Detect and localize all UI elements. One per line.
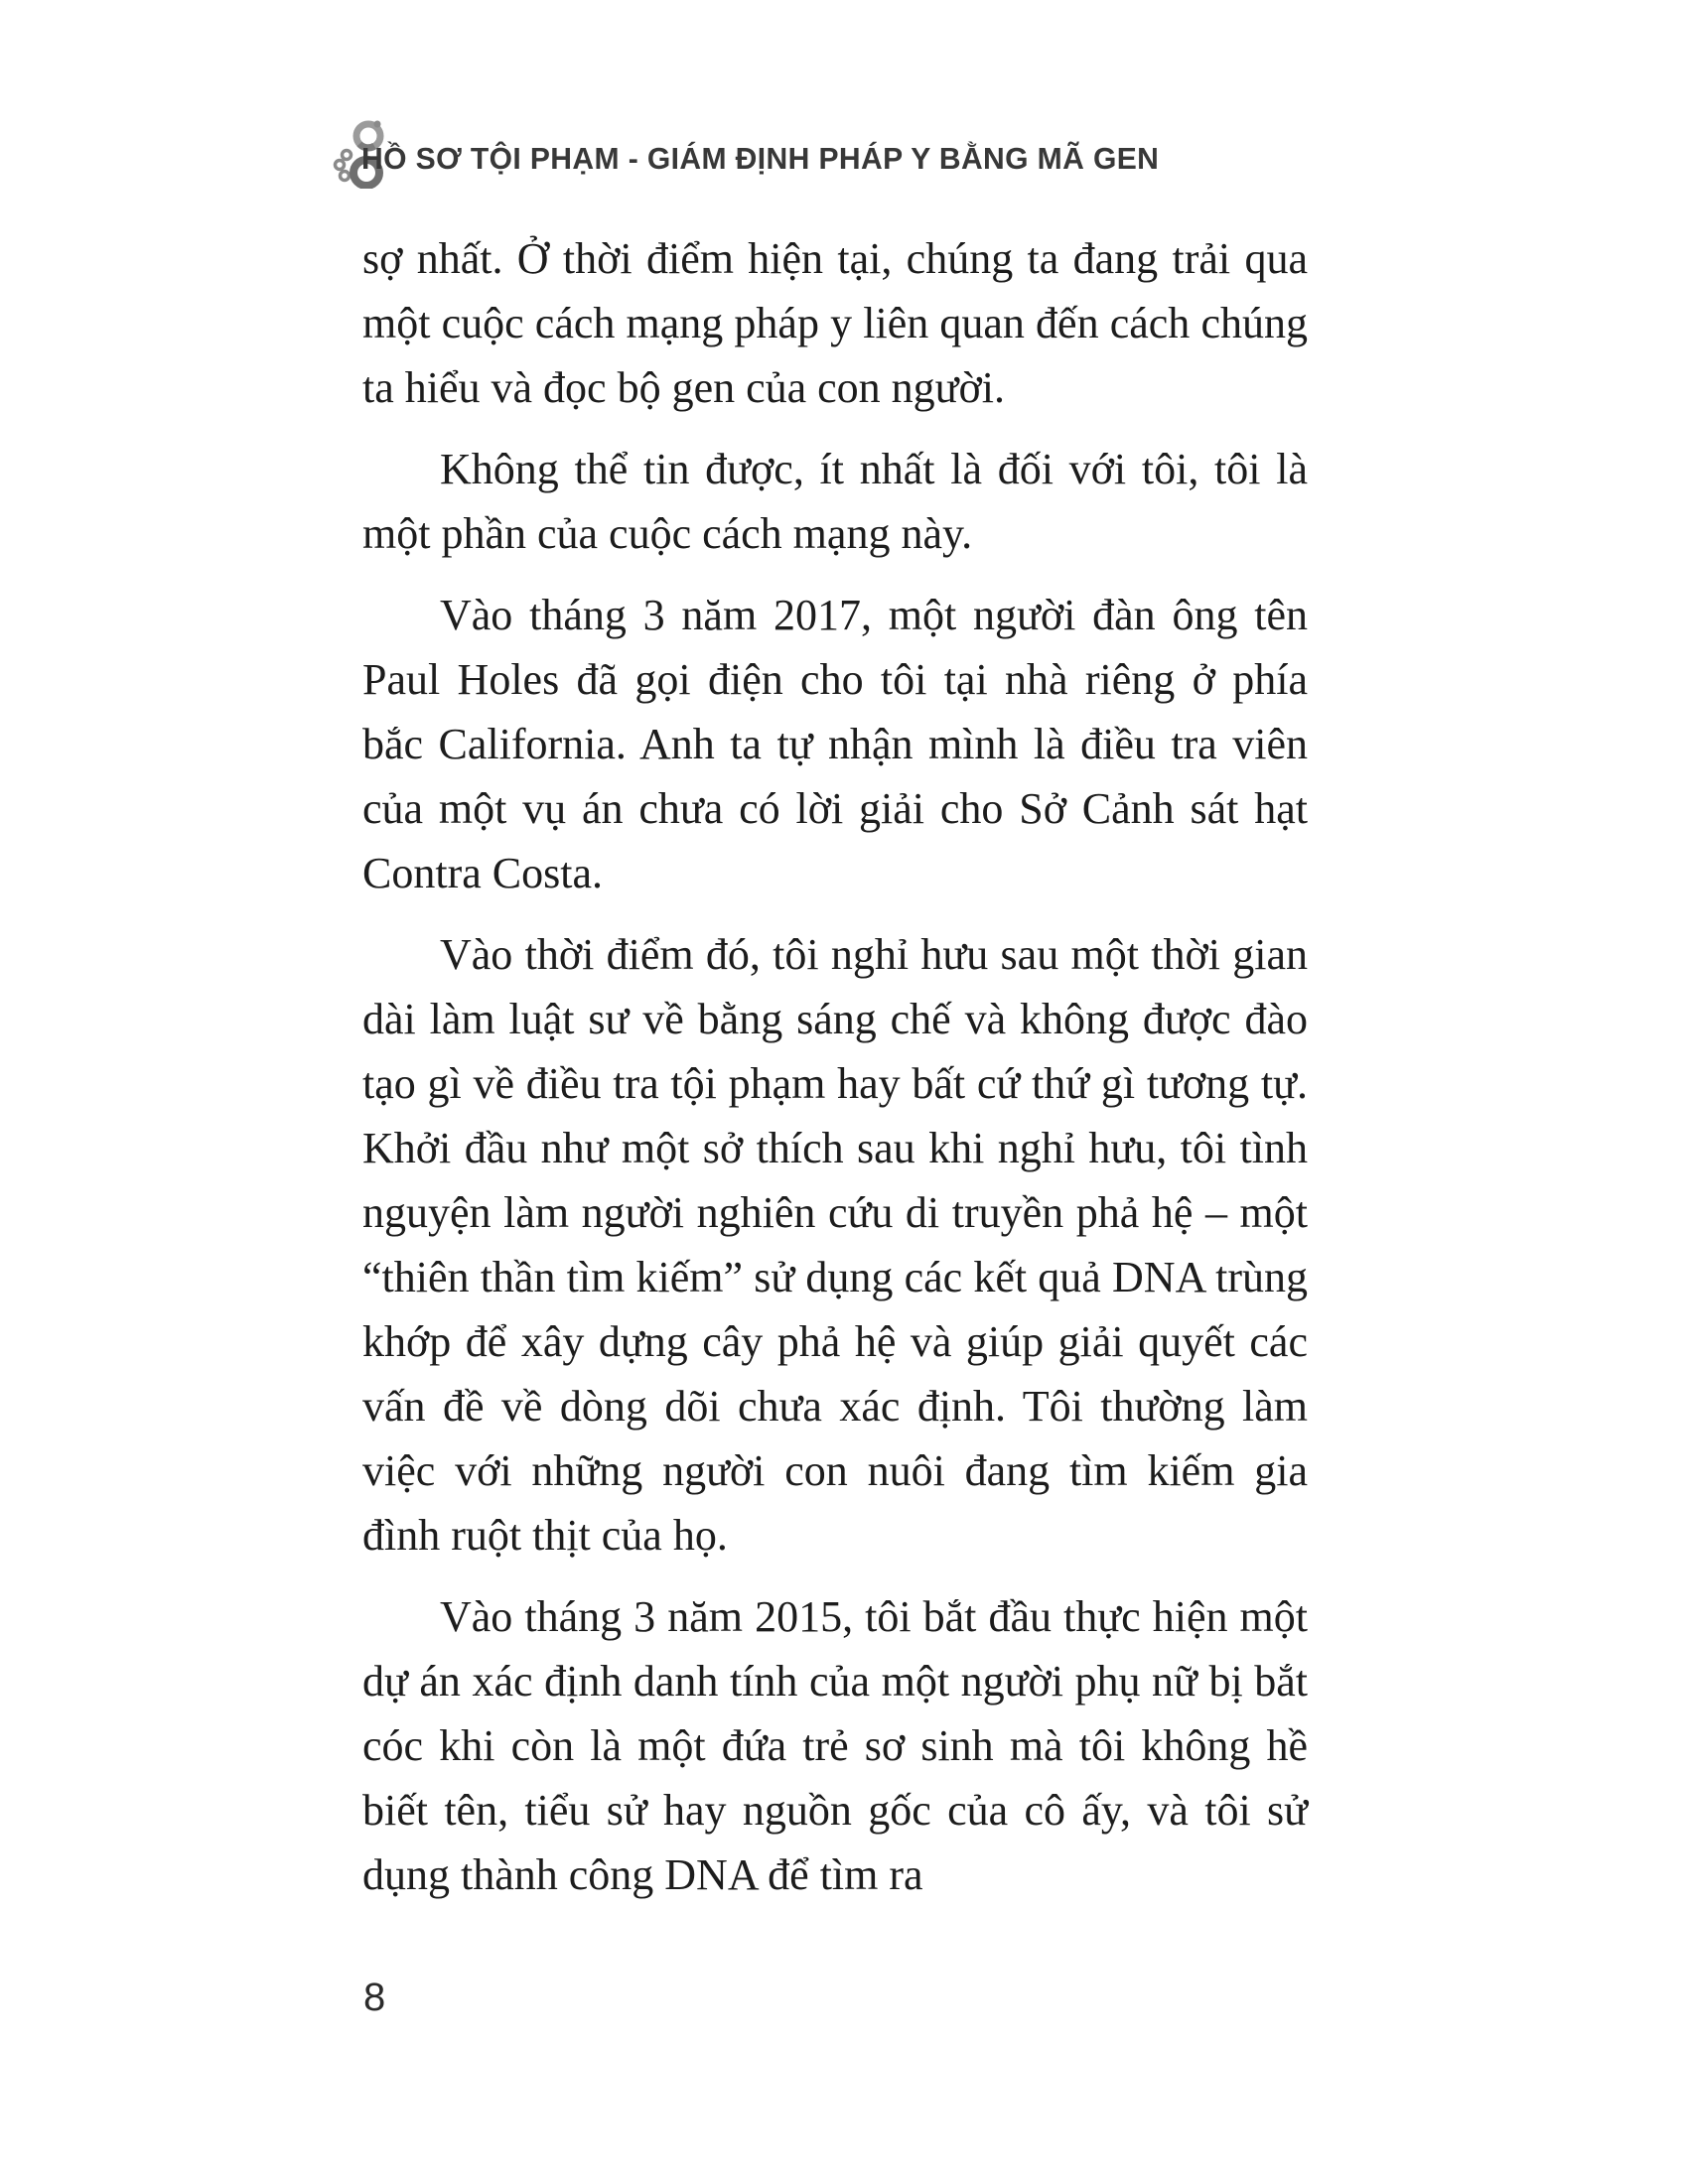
paragraph: Vào thời điểm đó, tôi nghỉ hưu sau một thời gian dài làm luật sư về bằng sáng chế và không được đào tạo gì về điều tra tội phạm hay bất cứ thứ gì tương tự. Khởi đầu như một sở thích sau khi nghỉ hưu, tôi tình nguyện làm người nghiên cứu di truyền phả hệ – một “thiên thần tìm kiếm” sử dụng các kết quả DNA trùng khớp để xây dựng cây phả hệ và giúp giải quyết các vấn đề về dòng dõi chưa xác định. Tôi thường làm việc với những người con nuôi đang tìm kiếm gia đình ruột thịt của họ.: [362, 930, 1308, 1560]
body-text: [362, 226, 1308, 1907]
running-header-title: HỒ SƠ TỘI PHẠM - GIÁM ĐỊNH PHÁP Y BẰNG MÃ GEN: [361, 141, 1160, 176]
paragraph: sợ nhất. Ở thời điểm hiện tại, chúng ta đang trải qua một cuộc cách mạng pháp y liên quan đến cách chúng ta hiểu và đọc bộ gen của con người.: [362, 234, 1308, 412]
paragraph: Vào tháng 3 năm 2015, tôi bắt đầu thực hiện một dự án xác định danh tính của một người phụ nữ bị bắt cóc khi còn là một đứa trẻ sơ sinh mà tôi không hề biết tên, tiểu sử hay nguồn gốc của cô ấy, và tôi sử dụng thành công DNA để tìm ra: [362, 1592, 1308, 1899]
paragraph: Không thể tin được, ít nhất là đối với tôi, tôi là một phần của cuộc cách mạng này.: [362, 445, 1308, 558]
page-number: 8: [363, 1976, 386, 2019]
paragraph: Vào tháng 3 năm 2017, một người đàn ông tên Paul Holes đã gọi điện cho tôi tại nhà riêng ở phía bắc California. Anh ta tự nhận mình là điều tra viên của một vụ án chưa có lời giải cho Sở Cảnh sát hạt Contra Costa.: [362, 591, 1308, 897]
